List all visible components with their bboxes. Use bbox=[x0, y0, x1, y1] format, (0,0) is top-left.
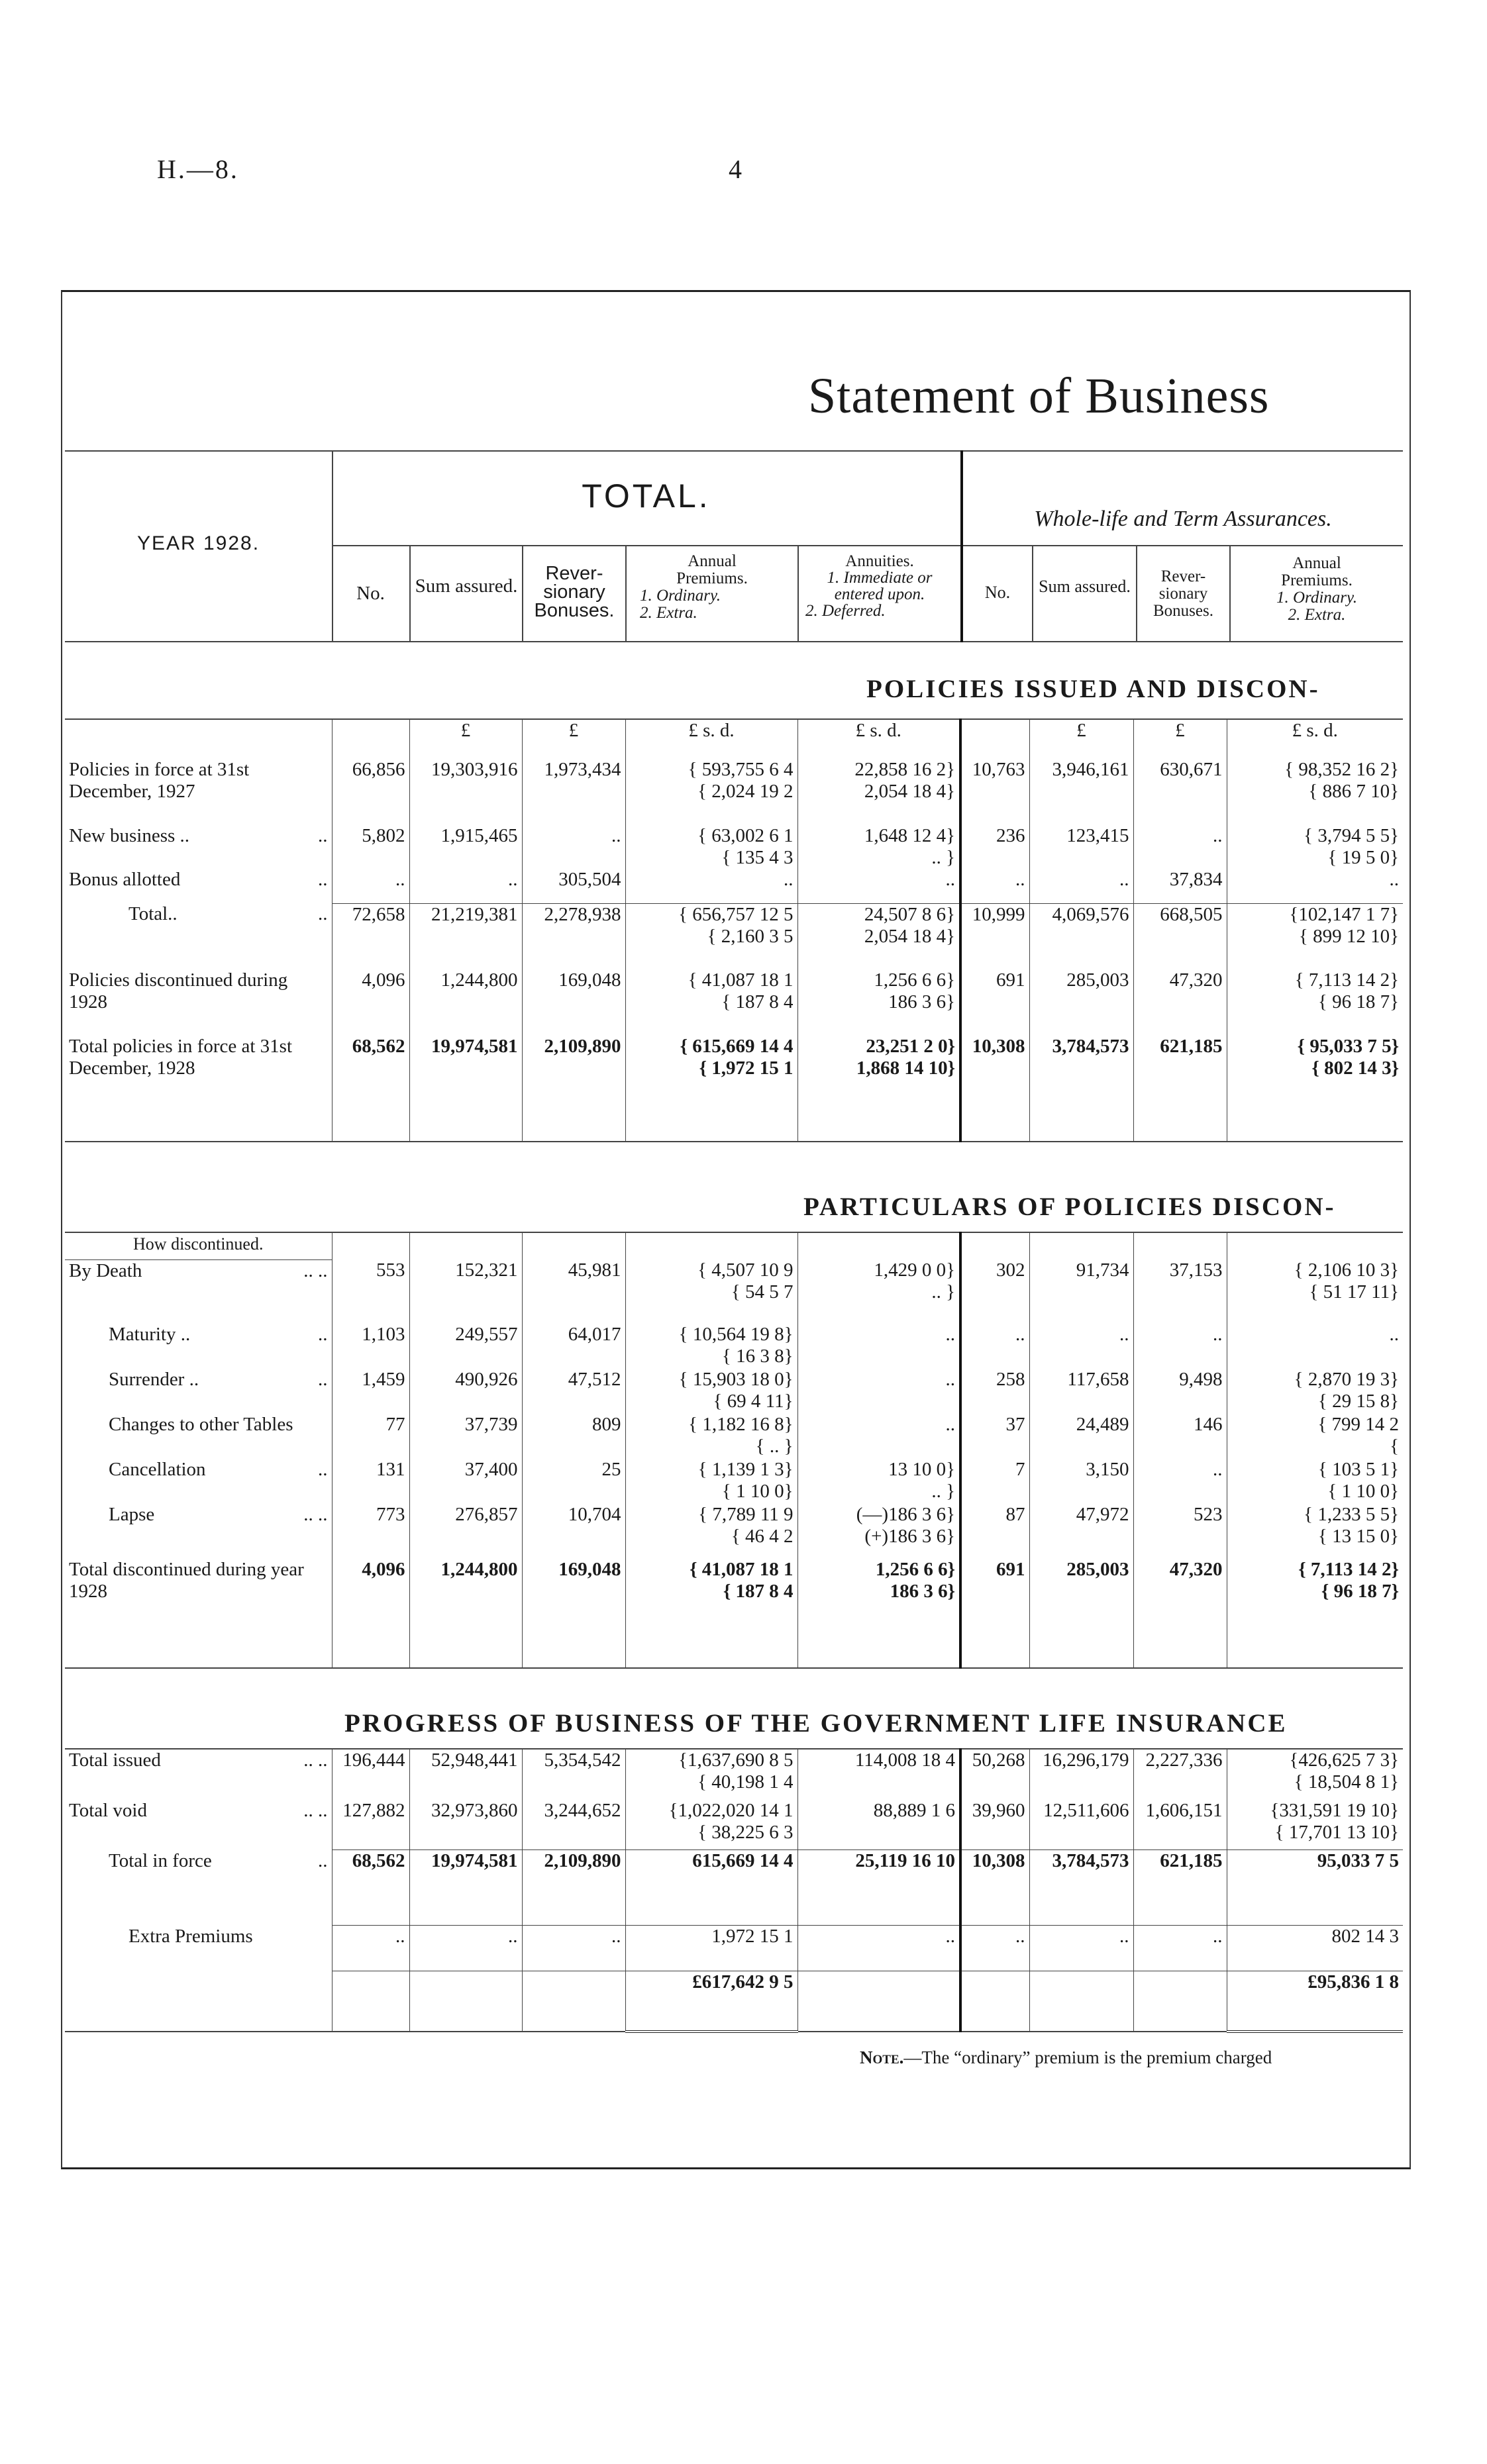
table-cell: 285,003 bbox=[1029, 969, 1133, 1036]
table-cell: 553 bbox=[332, 1259, 409, 1324]
table-cell: 127,882 bbox=[332, 1800, 409, 1850]
table-cell: 37 bbox=[960, 1414, 1029, 1459]
table-cell: 16,296,179 bbox=[1029, 1749, 1133, 1800]
table-row bbox=[65, 759, 1403, 825]
table-row bbox=[65, 1459, 1403, 1504]
table-cell: 21,219,381 bbox=[409, 903, 522, 969]
table-cell: 32,973,860 bbox=[409, 1800, 522, 1850]
table-cell: 87 bbox=[960, 1504, 1029, 1559]
table-cell: 2,109,890 bbox=[522, 1850, 625, 1926]
table-cell: 37,834 bbox=[1133, 869, 1227, 903]
col-header-wl-reversionary: Rever-sionary Bonuses. bbox=[1153, 567, 1213, 620]
table-row bbox=[65, 969, 1403, 1036]
table-cell: 615,669 14 4 bbox=[625, 1850, 797, 1926]
row-label bbox=[65, 825, 332, 869]
table-cell: 3,946,161 bbox=[1029, 759, 1133, 825]
table-cell: 10,704 bbox=[522, 1504, 625, 1559]
table-row bbox=[65, 903, 1403, 969]
table-cell: { 593,755 6 4 { 2,024 19 2 bbox=[625, 759, 797, 825]
unit-lsd: £ s. d. bbox=[1227, 719, 1403, 759]
table-row bbox=[65, 1850, 1403, 1926]
table-cell: { 2,106 10 3} { 51 17 11} bbox=[1227, 1259, 1403, 1324]
table-cell: { 10,564 19 8} { 16 3 8} bbox=[625, 1324, 797, 1369]
row-leader-dots: .. bbox=[318, 1324, 328, 1346]
row-label-text: Maturity .. bbox=[109, 1324, 191, 1346]
row-label-text: By Death bbox=[69, 1259, 142, 1281]
how-discontinued-row bbox=[65, 1232, 1403, 1259]
unit-pound: £ bbox=[1029, 719, 1133, 759]
table-row bbox=[65, 1749, 1403, 1800]
table-cell: 4,069,576 bbox=[1029, 903, 1133, 969]
row-label-text: Total.. bbox=[128, 903, 178, 924]
unit-pound: £ bbox=[522, 719, 625, 759]
table-cell: 10,763 bbox=[960, 759, 1029, 825]
row-label-text: Total in force bbox=[109, 1849, 212, 1871]
section-heading-particulars: PARTICULARS OF POLICIES DISCON- bbox=[803, 1193, 1336, 1221]
table-cell bbox=[960, 1971, 1029, 2032]
table-cell: 12,511,606 bbox=[1029, 1800, 1133, 1850]
table-cell bbox=[332, 1971, 409, 2032]
table-row bbox=[65, 825, 1403, 869]
table-cell: 621,185 bbox=[1133, 1036, 1227, 1142]
table-cell: 1,429 0 0} .. } bbox=[797, 1259, 960, 1324]
row-leader-dots: .. .. bbox=[303, 1749, 328, 1771]
table-cell: 47,512 bbox=[522, 1369, 625, 1414]
col-header-annual-premiums: Annual Premiums. 1. Ordinary. 2. Extra. bbox=[640, 552, 748, 622]
page-header-code: H.—8. bbox=[157, 154, 239, 184]
table-cell: 630,671 bbox=[1133, 759, 1227, 825]
table-cell: 88,889 1 6 bbox=[797, 1800, 960, 1850]
col-header-no: No. bbox=[356, 583, 385, 604]
table-cell: 5,354,542 bbox=[522, 1749, 625, 1800]
table-cell: 47,320 bbox=[1133, 969, 1227, 1036]
table-cell: { 4,507 10 9 { 54 5 7 bbox=[625, 1259, 797, 1324]
table-cell: .. bbox=[1133, 1459, 1227, 1504]
table-cell: .. bbox=[797, 869, 960, 903]
table-cell: 4,096 bbox=[332, 969, 409, 1036]
table-cell: .. bbox=[1133, 825, 1227, 869]
footnote bbox=[860, 2047, 1272, 2068]
table-cell: .. bbox=[797, 1324, 960, 1369]
table-cell: 1,915,465 bbox=[409, 825, 522, 869]
whole-life-group-header: Whole-life and Term Assurances. bbox=[1034, 507, 1332, 531]
table-cell: 523 bbox=[1133, 1504, 1227, 1559]
table-row bbox=[65, 869, 1403, 903]
table-cell: { 41,087 18 1 { 187 8 4 bbox=[625, 1559, 797, 1668]
table-cell: { 1,233 5 5} { 13 15 0} bbox=[1227, 1504, 1403, 1559]
table-cell: { 103 5 1} { 1 10 0} bbox=[1227, 1459, 1403, 1504]
table-cell bbox=[409, 1971, 522, 2032]
row-label bbox=[65, 1369, 332, 1414]
table-cell: 37,153 bbox=[1133, 1259, 1227, 1324]
table-cell: 131 bbox=[332, 1459, 409, 1504]
row-leader-dots: .. bbox=[318, 903, 328, 924]
table-cell: 1,606,151 bbox=[1133, 1800, 1227, 1850]
table-cell: 773 bbox=[332, 1504, 409, 1559]
table-cell: .. bbox=[625, 869, 797, 903]
table-cell bbox=[797, 1971, 960, 2032]
table-cell: .. bbox=[332, 869, 409, 903]
row-label-text: Changes to other Tables bbox=[109, 1414, 293, 1436]
row-label bbox=[65, 1559, 332, 1668]
table-cell: 68,562 bbox=[332, 1036, 409, 1142]
table-cell: { 615,669 14 4 { 1,972 15 1 bbox=[625, 1036, 797, 1142]
table-cell: .. bbox=[960, 1324, 1029, 1369]
table-cell: { 656,757 12 5 { 2,160 3 5 bbox=[625, 903, 797, 969]
table-cell: 1,972 15 1 bbox=[625, 1926, 797, 1971]
row-leader-dots: .. bbox=[318, 869, 328, 890]
row-leader-dots: .. bbox=[318, 1849, 328, 1871]
table-cell: .. bbox=[1133, 1926, 1227, 1971]
table-cell: .. bbox=[1227, 1324, 1403, 1369]
table-cell: 10,308 bbox=[960, 1036, 1029, 1142]
table-cell: 258 bbox=[960, 1369, 1029, 1414]
table-cell: 72,658 bbox=[332, 903, 409, 969]
table-cell: 691 bbox=[960, 1559, 1029, 1668]
table-cell: 91,734 bbox=[1029, 1259, 1133, 1324]
table-cell: 39,960 bbox=[960, 1800, 1029, 1850]
table-cell: 52,948,441 bbox=[409, 1749, 522, 1800]
table-cell: 66,856 bbox=[332, 759, 409, 825]
table-cell: 3,150 bbox=[1029, 1459, 1133, 1504]
table-row bbox=[65, 1036, 1403, 1142]
table-row bbox=[65, 1926, 1403, 1971]
table-cell: 249,557 bbox=[409, 1324, 522, 1369]
table-cell: .. bbox=[409, 1926, 522, 1971]
progress-table bbox=[65, 1748, 1403, 2033]
row-label-text: Policies discontinued during 1928 bbox=[69, 969, 288, 1012]
table-cell: 95,033 7 5 bbox=[1227, 1850, 1403, 1926]
table-cell: { 7,789 11 9 { 46 4 2 bbox=[625, 1504, 797, 1559]
table-row bbox=[65, 1800, 1403, 1850]
row-label bbox=[65, 759, 332, 825]
row-label bbox=[65, 1036, 332, 1142]
table-cell: .. bbox=[522, 1926, 625, 1971]
row-leader-dots: .. bbox=[318, 1459, 328, 1481]
row-label bbox=[65, 1971, 332, 2032]
row-label-text: Extra Premiums bbox=[128, 1925, 253, 1947]
table-cell: 146 bbox=[1133, 1414, 1227, 1459]
table-cell: 117,658 bbox=[1029, 1369, 1133, 1414]
table-cell: 37,739 bbox=[409, 1414, 522, 1459]
table-cell: 305,504 bbox=[522, 869, 625, 903]
table-cell: 50,268 bbox=[960, 1749, 1029, 1800]
table-cell: .. bbox=[960, 1926, 1029, 1971]
unit-lsd: £ s. d. bbox=[625, 719, 797, 759]
table-row bbox=[65, 1971, 1403, 2032]
table-cell: { 1,182 16 8} { .. } bbox=[625, 1414, 797, 1459]
table-cell: 802 14 3 bbox=[1227, 1926, 1403, 1971]
table-cell: { 1,139 1 3} { 1 10 0} bbox=[625, 1459, 797, 1504]
table-cell: { 7,113 14 2} { 96 18 7} bbox=[1227, 969, 1403, 1036]
row-leader-dots: .. .. bbox=[303, 1799, 328, 1821]
table-cell: 64,017 bbox=[522, 1324, 625, 1369]
table-cell: .. bbox=[409, 869, 522, 903]
table-cell: 13 10 0} .. } bbox=[797, 1459, 960, 1504]
unit-pound: £ bbox=[1133, 719, 1227, 759]
table-cell: 22,858 16 2} 2,054 18 4} bbox=[797, 759, 960, 825]
row-leader-dots: .. bbox=[318, 1369, 328, 1391]
table-cell: 276,857 bbox=[409, 1504, 522, 1559]
table-cell: 285,003 bbox=[1029, 1559, 1133, 1668]
table-cell: 809 bbox=[522, 1414, 625, 1459]
table-cell: {331,591 19 10} { 17,701 13 10} bbox=[1227, 1800, 1403, 1850]
table-cell bbox=[1133, 1971, 1227, 2032]
row-label-text: Lapse bbox=[109, 1504, 155, 1526]
table-cell bbox=[522, 1971, 625, 2032]
table-cell: 10,308 bbox=[960, 1850, 1029, 1926]
table-cell: { 2,870 19 3} { 29 15 8} bbox=[1227, 1369, 1403, 1414]
table-cell: 1,973,434 bbox=[522, 759, 625, 825]
table-cell: 2,109,890 bbox=[522, 1036, 625, 1142]
table-cell: { 63,002 6 1 { 135 4 3 bbox=[625, 825, 797, 869]
table-cell: 2,227,336 bbox=[1133, 1749, 1227, 1800]
table-cell: .. bbox=[1029, 869, 1133, 903]
row-label bbox=[65, 1504, 332, 1559]
row-label-text: New business .. bbox=[69, 825, 190, 846]
table-cell: 1,256 6 6} 186 3 6} bbox=[797, 1559, 960, 1668]
table-cell: {1,022,020 14 1 { 38,225 6 3 bbox=[625, 1800, 797, 1850]
table-cell: 5,802 bbox=[332, 825, 409, 869]
col-header-wl-sum-assured: Sum assured. bbox=[1039, 577, 1131, 596]
table-cell: .. bbox=[1227, 869, 1403, 903]
units-row bbox=[65, 719, 1403, 759]
row-leader-dots: .. .. bbox=[303, 1504, 328, 1526]
table-cell: 25 bbox=[522, 1459, 625, 1504]
col-header-sum-assured: Sum assured. bbox=[415, 575, 518, 597]
col-header-wl-premiums: Annual Premiums. 1. Ordinary. 2. Extra. bbox=[1276, 554, 1357, 624]
table-cell: 169,048 bbox=[522, 1559, 625, 1668]
table-cell: 1,256 6 6} 186 3 6} bbox=[797, 969, 960, 1036]
table-cell: { 41,087 18 1 { 187 8 4 bbox=[625, 969, 797, 1036]
col-header-wl-no: No. bbox=[984, 583, 1011, 602]
table-cell: 169,048 bbox=[522, 969, 625, 1036]
table-row bbox=[65, 1324, 1403, 1369]
table-cell: 3,784,573 bbox=[1029, 1036, 1133, 1142]
table-cell: 691 bbox=[960, 969, 1029, 1036]
table-cell: { 95,033 7 5} { 802 14 3} bbox=[1227, 1036, 1403, 1142]
table-cell: 9,498 bbox=[1133, 1369, 1227, 1414]
section-heading-issued: POLICIES ISSUED AND DISCON- bbox=[866, 675, 1320, 703]
row-label bbox=[65, 969, 332, 1036]
table-cell: 2,278,938 bbox=[522, 903, 625, 969]
total-group-header: TOTAL. bbox=[582, 477, 711, 515]
footnote-text: —The “ordinary” premium is the premium charged bbox=[903, 2047, 1272, 2067]
table-cell: 1,103 bbox=[332, 1324, 409, 1369]
row-label-text: Bonus allotted bbox=[69, 869, 181, 890]
table-cell: 1,244,800 bbox=[409, 969, 522, 1036]
row-label bbox=[65, 1459, 332, 1504]
table-cell: 68,562 bbox=[332, 1850, 409, 1926]
table-cell: .. bbox=[797, 1926, 960, 1971]
table-cell: 47,320 bbox=[1133, 1559, 1227, 1668]
row-label bbox=[65, 869, 332, 903]
table-cell: 4,096 bbox=[332, 1559, 409, 1668]
row-label-text: Surrender .. bbox=[109, 1369, 199, 1391]
table-cell: 77 bbox=[332, 1414, 409, 1459]
table-row bbox=[65, 1414, 1403, 1459]
row-label bbox=[65, 1926, 332, 1971]
row-label bbox=[65, 1749, 332, 1800]
table-cell: {102,147 1 7} { 899 12 10} bbox=[1227, 903, 1403, 969]
table-cell: (—)186 3 6} (+)186 3 6} bbox=[797, 1504, 960, 1559]
table-cell: .. bbox=[522, 825, 625, 869]
row-label bbox=[65, 1850, 332, 1926]
table-cell: £95,836 1 8 bbox=[1227, 1971, 1403, 2032]
table-cell bbox=[1029, 1971, 1133, 2032]
unit-lsd: £ s. d. bbox=[797, 719, 960, 759]
table-cell: 1,648 12 4} .. } bbox=[797, 825, 960, 869]
year-header: YEAR 1928. bbox=[136, 532, 260, 554]
row-label bbox=[65, 1259, 332, 1324]
table-cell: { 15,903 18 0} { 69 4 11} bbox=[625, 1369, 797, 1414]
row-label-text: Policies in force at 31st December, 1927 bbox=[69, 759, 250, 802]
row-label bbox=[65, 1414, 332, 1459]
table-cell: { 799 14 2 { bbox=[1227, 1414, 1403, 1459]
table-row bbox=[65, 1369, 1403, 1414]
table-cell: 19,974,581 bbox=[409, 1850, 522, 1926]
table-cell: { 98,352 16 2} { 886 7 10} bbox=[1227, 759, 1403, 825]
table-cell: 490,926 bbox=[409, 1369, 522, 1414]
row-label-text: Total issued bbox=[69, 1749, 161, 1771]
table-cell: .. bbox=[960, 869, 1029, 903]
section-heading-progress: PROGRESS OF BUSINESS OF THE GOVERNMENT LIFE INSURANCE bbox=[344, 1709, 1288, 1738]
table-row bbox=[65, 1259, 1403, 1324]
table-row bbox=[65, 1559, 1403, 1668]
table-cell: 45,981 bbox=[522, 1259, 625, 1324]
table-cell: 24,507 8 6} 2,054 18 4} bbox=[797, 903, 960, 969]
table-cell: 302 bbox=[960, 1259, 1029, 1324]
table-cell: 196,444 bbox=[332, 1749, 409, 1800]
table-cell: .. bbox=[1029, 1926, 1133, 1971]
row-label bbox=[65, 903, 332, 969]
policies-issued-table bbox=[65, 718, 1403, 1142]
table-cell: 114,008 18 4 bbox=[797, 1749, 960, 1800]
column-header-block bbox=[65, 450, 1403, 642]
table-cell: 123,415 bbox=[1029, 825, 1133, 869]
table-cell: 19,303,916 bbox=[409, 759, 522, 825]
col-header-annuities: Annuities. 1. Immediate or entered upon. 2. Deferred. bbox=[805, 552, 933, 620]
unit-pound: £ bbox=[409, 719, 522, 759]
table-cell: 152,321 bbox=[409, 1259, 522, 1324]
col-header-reversionary: Rever-sionary Bonuses. bbox=[534, 563, 615, 621]
table-cell: { 3,794 5 5} { 19 5 0} bbox=[1227, 825, 1403, 869]
table-cell: { 7,113 14 2} { 96 18 7} bbox=[1227, 1559, 1403, 1668]
table-cell: £617,642 9 5 bbox=[625, 1971, 797, 2032]
row-leader-dots: .. .. bbox=[303, 1259, 328, 1281]
table-cell: 24,489 bbox=[1029, 1414, 1133, 1459]
table-cell: 621,185 bbox=[1133, 1850, 1227, 1926]
table-cell: 19,974,581 bbox=[409, 1036, 522, 1142]
row-label-text: Total void bbox=[69, 1799, 147, 1821]
particulars-table bbox=[65, 1232, 1403, 1669]
page-title: Statement of Business bbox=[808, 368, 1270, 424]
table-cell: .. bbox=[1029, 1324, 1133, 1369]
row-label bbox=[65, 1324, 332, 1369]
table-cell: 23,251 2 0} 1,868 14 10} bbox=[797, 1036, 960, 1142]
table-cell: .. bbox=[797, 1369, 960, 1414]
table-cell: .. bbox=[797, 1414, 960, 1459]
table-cell: .. bbox=[1133, 1324, 1227, 1369]
table-cell: 668,505 bbox=[1133, 903, 1227, 969]
row-label-text: Cancellation bbox=[109, 1459, 206, 1481]
table-cell: 7 bbox=[960, 1459, 1029, 1504]
table-cell: 1,459 bbox=[332, 1369, 409, 1414]
table-cell: {426,625 7 3} { 18,504 8 1} bbox=[1227, 1749, 1403, 1800]
table-cell: 37,400 bbox=[409, 1459, 522, 1504]
table-cell: 1,244,800 bbox=[409, 1559, 522, 1668]
how-discontinued-label: How discontinued. bbox=[65, 1232, 332, 1259]
table-row bbox=[65, 1504, 1403, 1559]
page-number: 4 bbox=[729, 154, 742, 184]
table-cell: 25,119 16 10 bbox=[797, 1850, 960, 1926]
table-cell: 3,784,573 bbox=[1029, 1850, 1133, 1926]
table-cell: 3,244,652 bbox=[522, 1800, 625, 1850]
table-cell: 47,972 bbox=[1029, 1504, 1133, 1559]
row-leader-dots: .. bbox=[318, 825, 328, 846]
table-cell: 10,999 bbox=[960, 903, 1029, 969]
row-label-text: Total discontinued during year 1928 bbox=[69, 1558, 304, 1602]
row-label bbox=[65, 1800, 332, 1850]
table-cell: .. bbox=[332, 1926, 409, 1971]
table-cell: {1,637,690 8 5 { 40,198 1 4 bbox=[625, 1749, 797, 1800]
row-label-text: Total policies in force at 31st December, 1928 bbox=[69, 1036, 293, 1079]
footnote-prefix: Note. bbox=[860, 2047, 904, 2067]
table-cell: 236 bbox=[960, 825, 1029, 869]
